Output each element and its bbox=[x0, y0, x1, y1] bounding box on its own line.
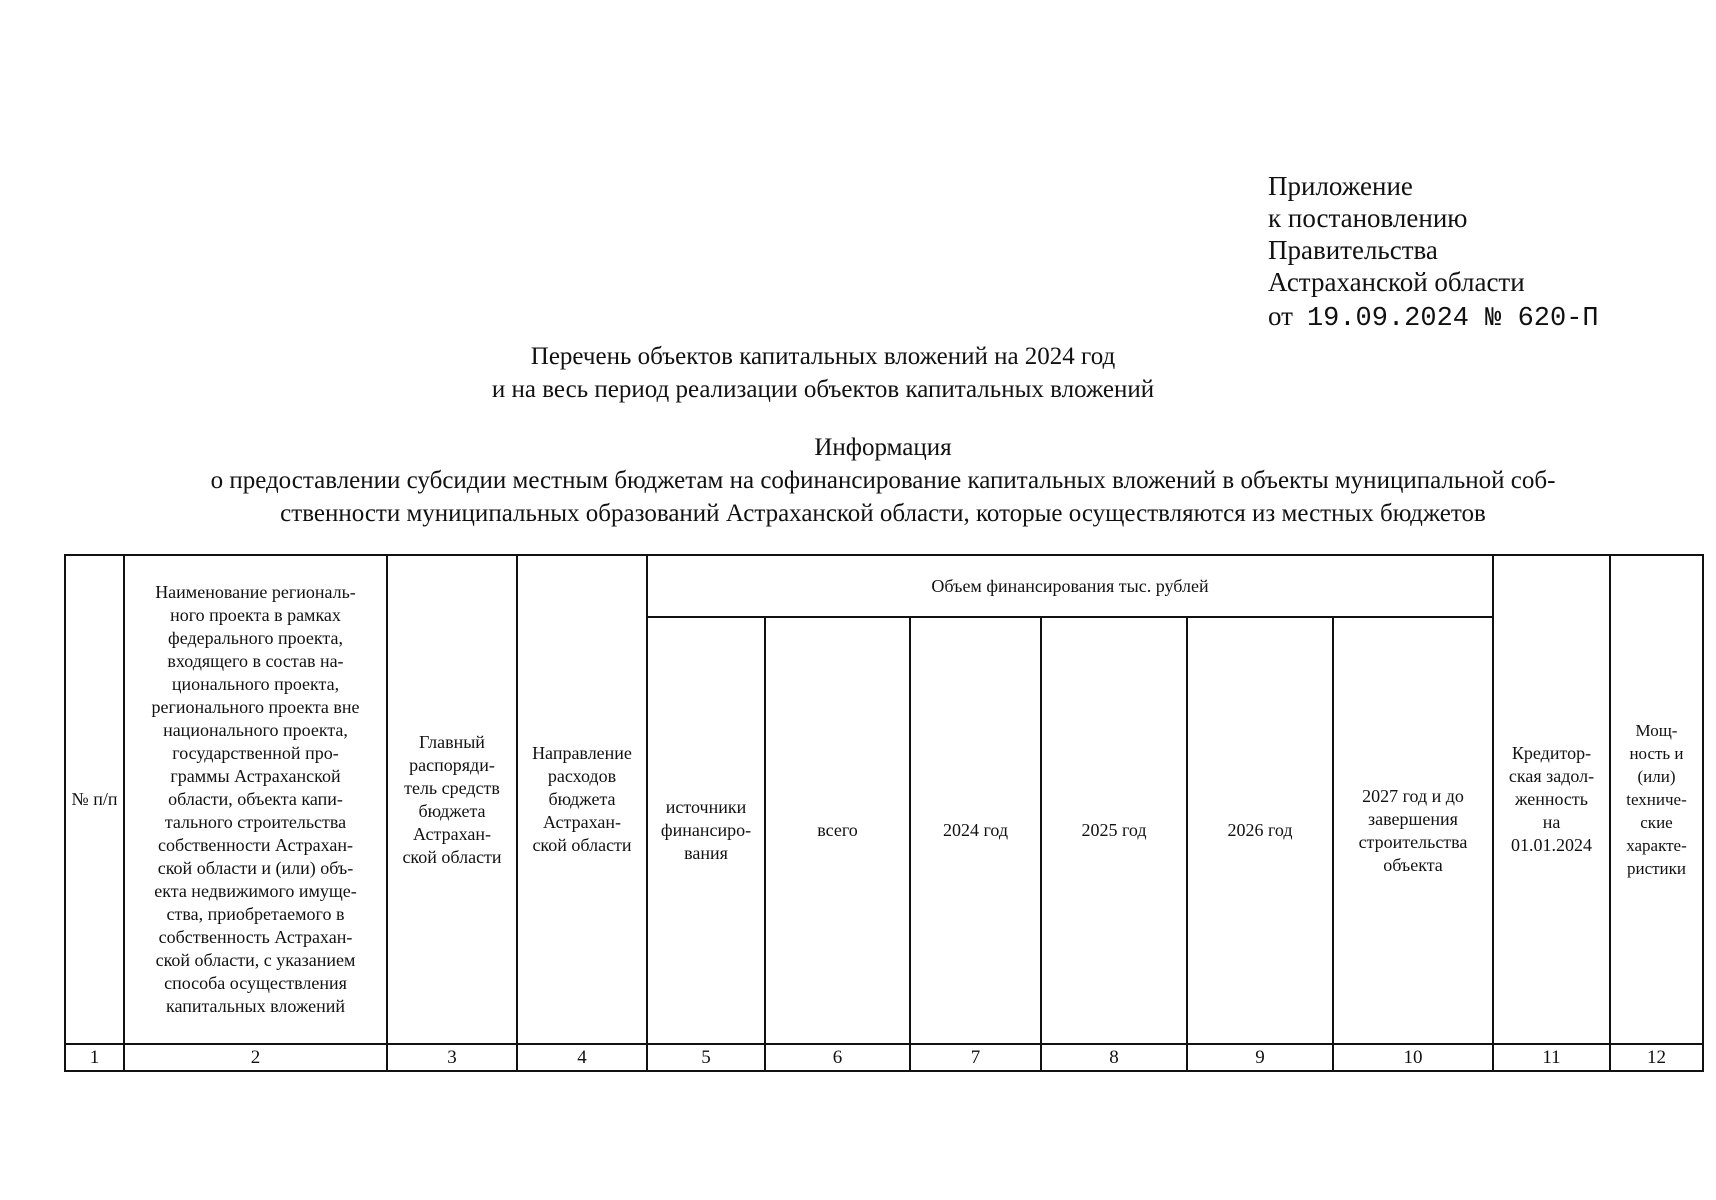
header-cell-budget-manager: Главный распоряди- тель средств бюджета Астрахан- ской области bbox=[387, 555, 517, 1044]
appendix-reference bbox=[1268, 300, 1599, 335]
appendix-line-2: к постановлению bbox=[1268, 203, 1468, 233]
column-number-cell: 1 bbox=[65, 1044, 124, 1071]
header-cell-year-2026: 2026 год bbox=[1187, 617, 1333, 1044]
appendix-line-3: Правительства bbox=[1268, 235, 1438, 265]
column-number-cell: 7 bbox=[910, 1044, 1041, 1071]
column-number-cell: 12 bbox=[1610, 1044, 1703, 1071]
appendix-ref-value: 19.09.2024 № 620-П bbox=[1306, 304, 1599, 334]
info-line-2: ственности муниципальных образований Астраханской области, которые осуществляются из местных бюджетов bbox=[280, 500, 1486, 527]
info-block bbox=[0, 431, 1716, 530]
appendix-block bbox=[1268, 170, 1599, 335]
column-number-cell: 4 bbox=[517, 1044, 647, 1071]
info-heading: Информация bbox=[814, 434, 952, 461]
column-number-cell: 6 bbox=[765, 1044, 910, 1071]
column-number-cell: 8 bbox=[1041, 1044, 1187, 1071]
appendix-line-1: Приложение bbox=[1268, 171, 1413, 201]
info-line-1: о предоставлении субсидии местным бюджетам на софинансирование капитальных вложений в объекты муниципальной соб- bbox=[210, 467, 1556, 494]
header-cell-financing-volume: Объем финансирования тыс. рублей bbox=[647, 555, 1493, 617]
header-cell-total: всего bbox=[765, 617, 910, 1044]
header-cell-creditor-debt: Кредитор- ская задол- женность на 01.01.2024 bbox=[1493, 555, 1610, 1044]
header-cell-project-name: Наименование региональ- ного проекта в рамках федерального проекта, входящего в состав на- ционального проекта, регионального проекта вне национального проекта, государственной про- граммы Астраханской области, объекта капи- тального строительства собственности Астрахан- ской области и (или) объ- екта недвижимого имуще- ства, приобретаемого в собственность Астрахан- ской области, с указанием способа осуществления капитальных вложений bbox=[124, 555, 387, 1044]
header-cell-capacity: Мощ- ность и (или) tехниче- ские характе- ристики bbox=[1610, 555, 1703, 1044]
appendix-ref-prefix: от bbox=[1268, 301, 1293, 331]
header-cell-expense-direction: Направление расходов бюджета Астрахан- ской области bbox=[517, 555, 647, 1044]
header-cell-year-2027-plus: 2027 год и до завершения строительства объекта bbox=[1333, 617, 1493, 1044]
document-title-line-1: Перечень объектов капитальных вложений на 2024 год bbox=[530, 343, 1116, 370]
column-number-cell: 3 bbox=[387, 1044, 517, 1071]
column-number-cell: 5 bbox=[647, 1044, 765, 1071]
column-number-cell: 9 bbox=[1187, 1044, 1333, 1071]
column-number-cell: 2 bbox=[124, 1044, 387, 1071]
document-title bbox=[0, 340, 1716, 406]
objects-table bbox=[64, 554, 1704, 1072]
header-cell-year-2024: 2024 год bbox=[910, 617, 1041, 1044]
appendix-line-4: Астраханской области bbox=[1268, 267, 1525, 297]
table-header-row bbox=[65, 555, 1703, 617]
header-cell-year-2025: 2025 год bbox=[1041, 617, 1187, 1044]
column-number-cell: 10 bbox=[1333, 1044, 1493, 1071]
document-title-line-2: и на весь период реализации объектов капитальных вложений bbox=[491, 376, 1155, 403]
header-cell-number: № п/п bbox=[65, 555, 124, 1044]
column-number-row bbox=[65, 1044, 1703, 1071]
objects-table-wrapper bbox=[64, 554, 1704, 1072]
header-cell-funding-sources: источники финансиро- вания bbox=[647, 617, 765, 1044]
column-number-cell: 11 bbox=[1493, 1044, 1610, 1071]
